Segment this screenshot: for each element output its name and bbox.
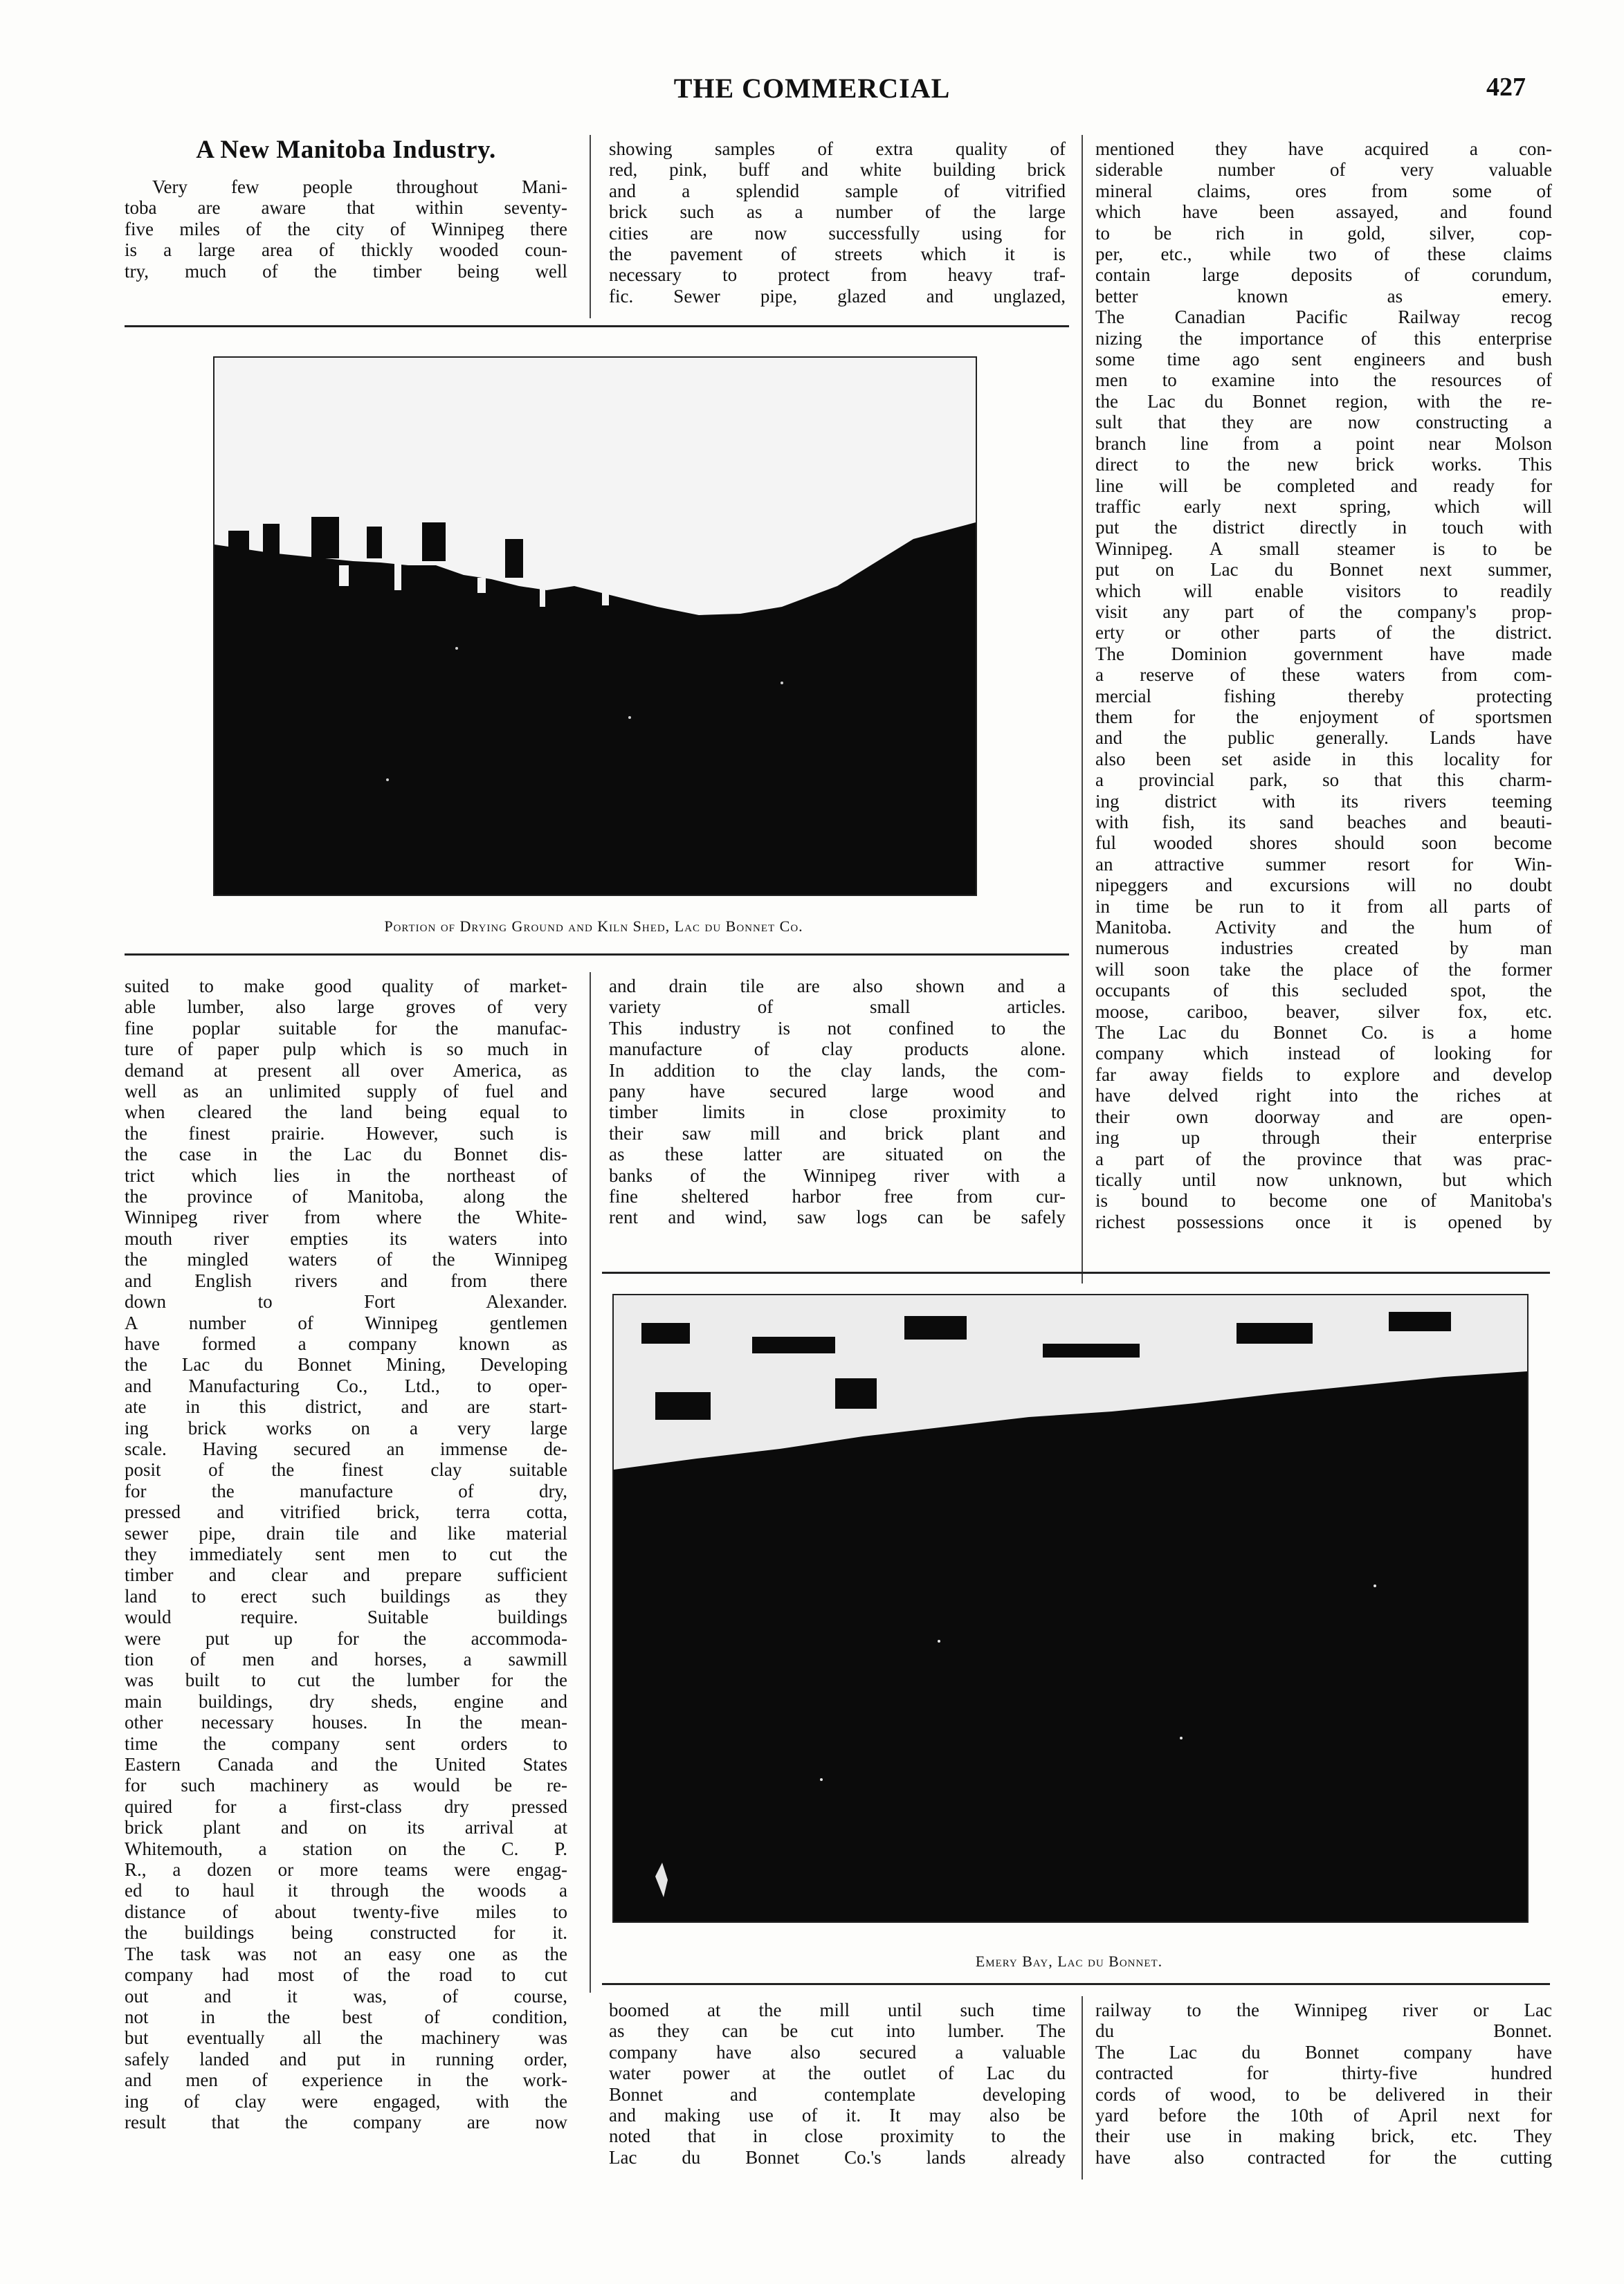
article-headline: A New Manitoba Industry. bbox=[196, 136, 496, 164]
article-paragraph-col3-bottom: railway to the Winnipeg river or Lac du Bonnet. The Lac du Bonnet company have contracted for thirty-five hundred cords of wood, to be delivered in their yard before the 10th of April next for their use in making brick, etc. They have also contracted for the cutting bbox=[1095, 2000, 1552, 2168]
article-paragraph-col2-bottom: boomed at the mill until such time as they can be cut into lumber. The company have also secured a valuable water power at the outlet of Lac du Bonnet and contemplate developing and making use of it. It may also be noted that in close proximity to the Lac du Bonnet Co.'s lands already bbox=[609, 2000, 1066, 2168]
page-number: 427 bbox=[1486, 73, 1526, 102]
photo-drying-ground-image bbox=[215, 358, 976, 895]
column-divider-bottom bbox=[1082, 1996, 1083, 2180]
article-paragraph-col2-top: showing samples of extra quality of red, pink, buff and white building brick and a splendid sample of vitrified brick such as a number of the large cities are now successfully using for the pavement of streets which it is necessary to protect from heavy traf- fic. Sewer pipe, glazed and unglazed, bbox=[609, 138, 1066, 307]
running-title: THE COMMERCIAL bbox=[673, 73, 951, 104]
article-paragraph-col3: mentioned they have acquired a con- siderable number of very valuable mineral claims, ores from some of which have been assayed, and found to be rich in gold, silver, cop- per, etc., while two of these claims contain large deposits of corundum, better known as emery. The Canadian Pacific Railway recog nizing the importance of this enterprise some time ago sent engineers and bush men to examine into the resources of the Lac du Bonnet region, with the re- sult that they are now constructing a branch line from a point near Molson direct to the new brick works. This line will be completed and ready for traffic early next spring, which will put the district directly in touch with Winnipeg. A small steamer is to be put on Lac du Bonnet next summer, which will enable visitors to readily visit any part of the company's prop- erty or other parts of the district. The Dominion government have made a reserve of these waters from com- mercial fishing thereby protecting them for the enjoyment of sportsmen and the public generally. Lands have also been set aside in this locality for a provincial park, so that this charm- ing district with its rivers teeming with fish, its sand beaches and beauti- ful wooded shores should soon become an attractive summer resort for Win- nipeggers and excursions will no doubt in time be run to it from all parts of Manitoba. Activity and the hum of numerous industries created by man will soon take the place of the former occupants of this secluded spot, the moose, cariboo, beaver, silver fox, etc. The Lac du Bonnet Co. is a home company which instead of looking for far away fields to explore and develop have delved right into the riches at their own doorway and are open- ing up through their enterprise a part of the province that was prac- tically until now unknown, but which is bound to become one of Manitoba's richest possessions once it is opened by bbox=[1095, 138, 1552, 1232]
article-paragraph-col1-top: Very few people throughout Mani- toba are aware that within seventy- five miles of the city of Winnipeg there is a large area of thickly wooded coun- try, much of the timber being well bbox=[125, 176, 567, 282]
article-paragraph-col2-middle: and drain tile are also shown and a variety of small articles. This industry is not confined to the manufacture of clay products alone. In addition to the clay lands, the com- pany have secured large wood and timber limits in close proximity to their saw mill and brick plant and as these latter are situated on the banks of the Winnipeg river with a fine sheltered harbor free from cur- rent and wind, saw logs can be safely bbox=[609, 976, 1066, 1228]
caption-drying-ground: Portion of Drying Ground and Kiln Shed, Lac du Bonnet Co. bbox=[384, 917, 803, 935]
photo-emery-bay-image bbox=[614, 1295, 1527, 1921]
section-rule-photo-bottom bbox=[602, 1983, 1550, 1985]
column-divider-upper-2 bbox=[1082, 135, 1083, 1283]
photo-emery-bay bbox=[612, 1294, 1529, 1923]
article-paragraph-col1-middle: suited to make good quality of market- able lumber, also large groves of very fine poplar suitable for the manufac- ture of paper pulp which is so much in demand at present all over America, as well as an unlimited supply of fuel and when cleared the land being equal to the finest prairie. However, such is the case in the Lac du Bonnet dis- trict which lies in the northeast of the province of Manitoba, along the Winnipeg river from where the White- mouth river empties its waters into the mingled waters of the Winnipeg and English rivers and from there down to Fort Alexander. A number of Winnipeg gentlemen have formed a company known as the Lac du Bonnet Mining, Developing and Manufacturing Co., Ltd., to oper- ate in this district, and are start- ing brick works on a very large scale. Having secured an immense de- posit of the finest clay suitable for the manufacture of dry, pressed and vitrified brick, terra cotta, sewer pipe, drain tile and like material they immediately sent men to cut the timber and clear and prepare sufficient land to erect such buildings as they would require. Suitable buildings were put up for the accommoda- tion of men and horses, a sawmill was built to cut the lumber for the main buildings, dry sheds, engine and other necessary houses. In the mean- time the company sent orders to Eastern Canada and the United States for such machinery as would be re- quired for a first-class dry pressed brick plant and on its arrival at Whitemouth, a station on the C. P. R., a dozen or more teams were engag- ed to haul it through the woods a distance of about twenty-five miles to the buildings being constructed for it. The task was not an easy one as the company had most of the road to cut out and it was, of course, not in the best of condition, but eventually all the machinery was safely landed and put in running order, and men of experience in the work- ing of clay were engaged, with the result that the company are now bbox=[125, 976, 567, 2132]
photo-drying-ground bbox=[213, 356, 977, 896]
section-rule-photo-top bbox=[602, 1272, 1550, 1274]
section-rule-middle bbox=[125, 953, 1069, 956]
caption-emery-bay: Emery Bay, Lac du Bonnet. bbox=[975, 1953, 1163, 1970]
column-divider-upper-1 bbox=[590, 135, 591, 318]
section-rule-top bbox=[125, 325, 1069, 327]
column-divider-middle bbox=[590, 972, 591, 1993]
